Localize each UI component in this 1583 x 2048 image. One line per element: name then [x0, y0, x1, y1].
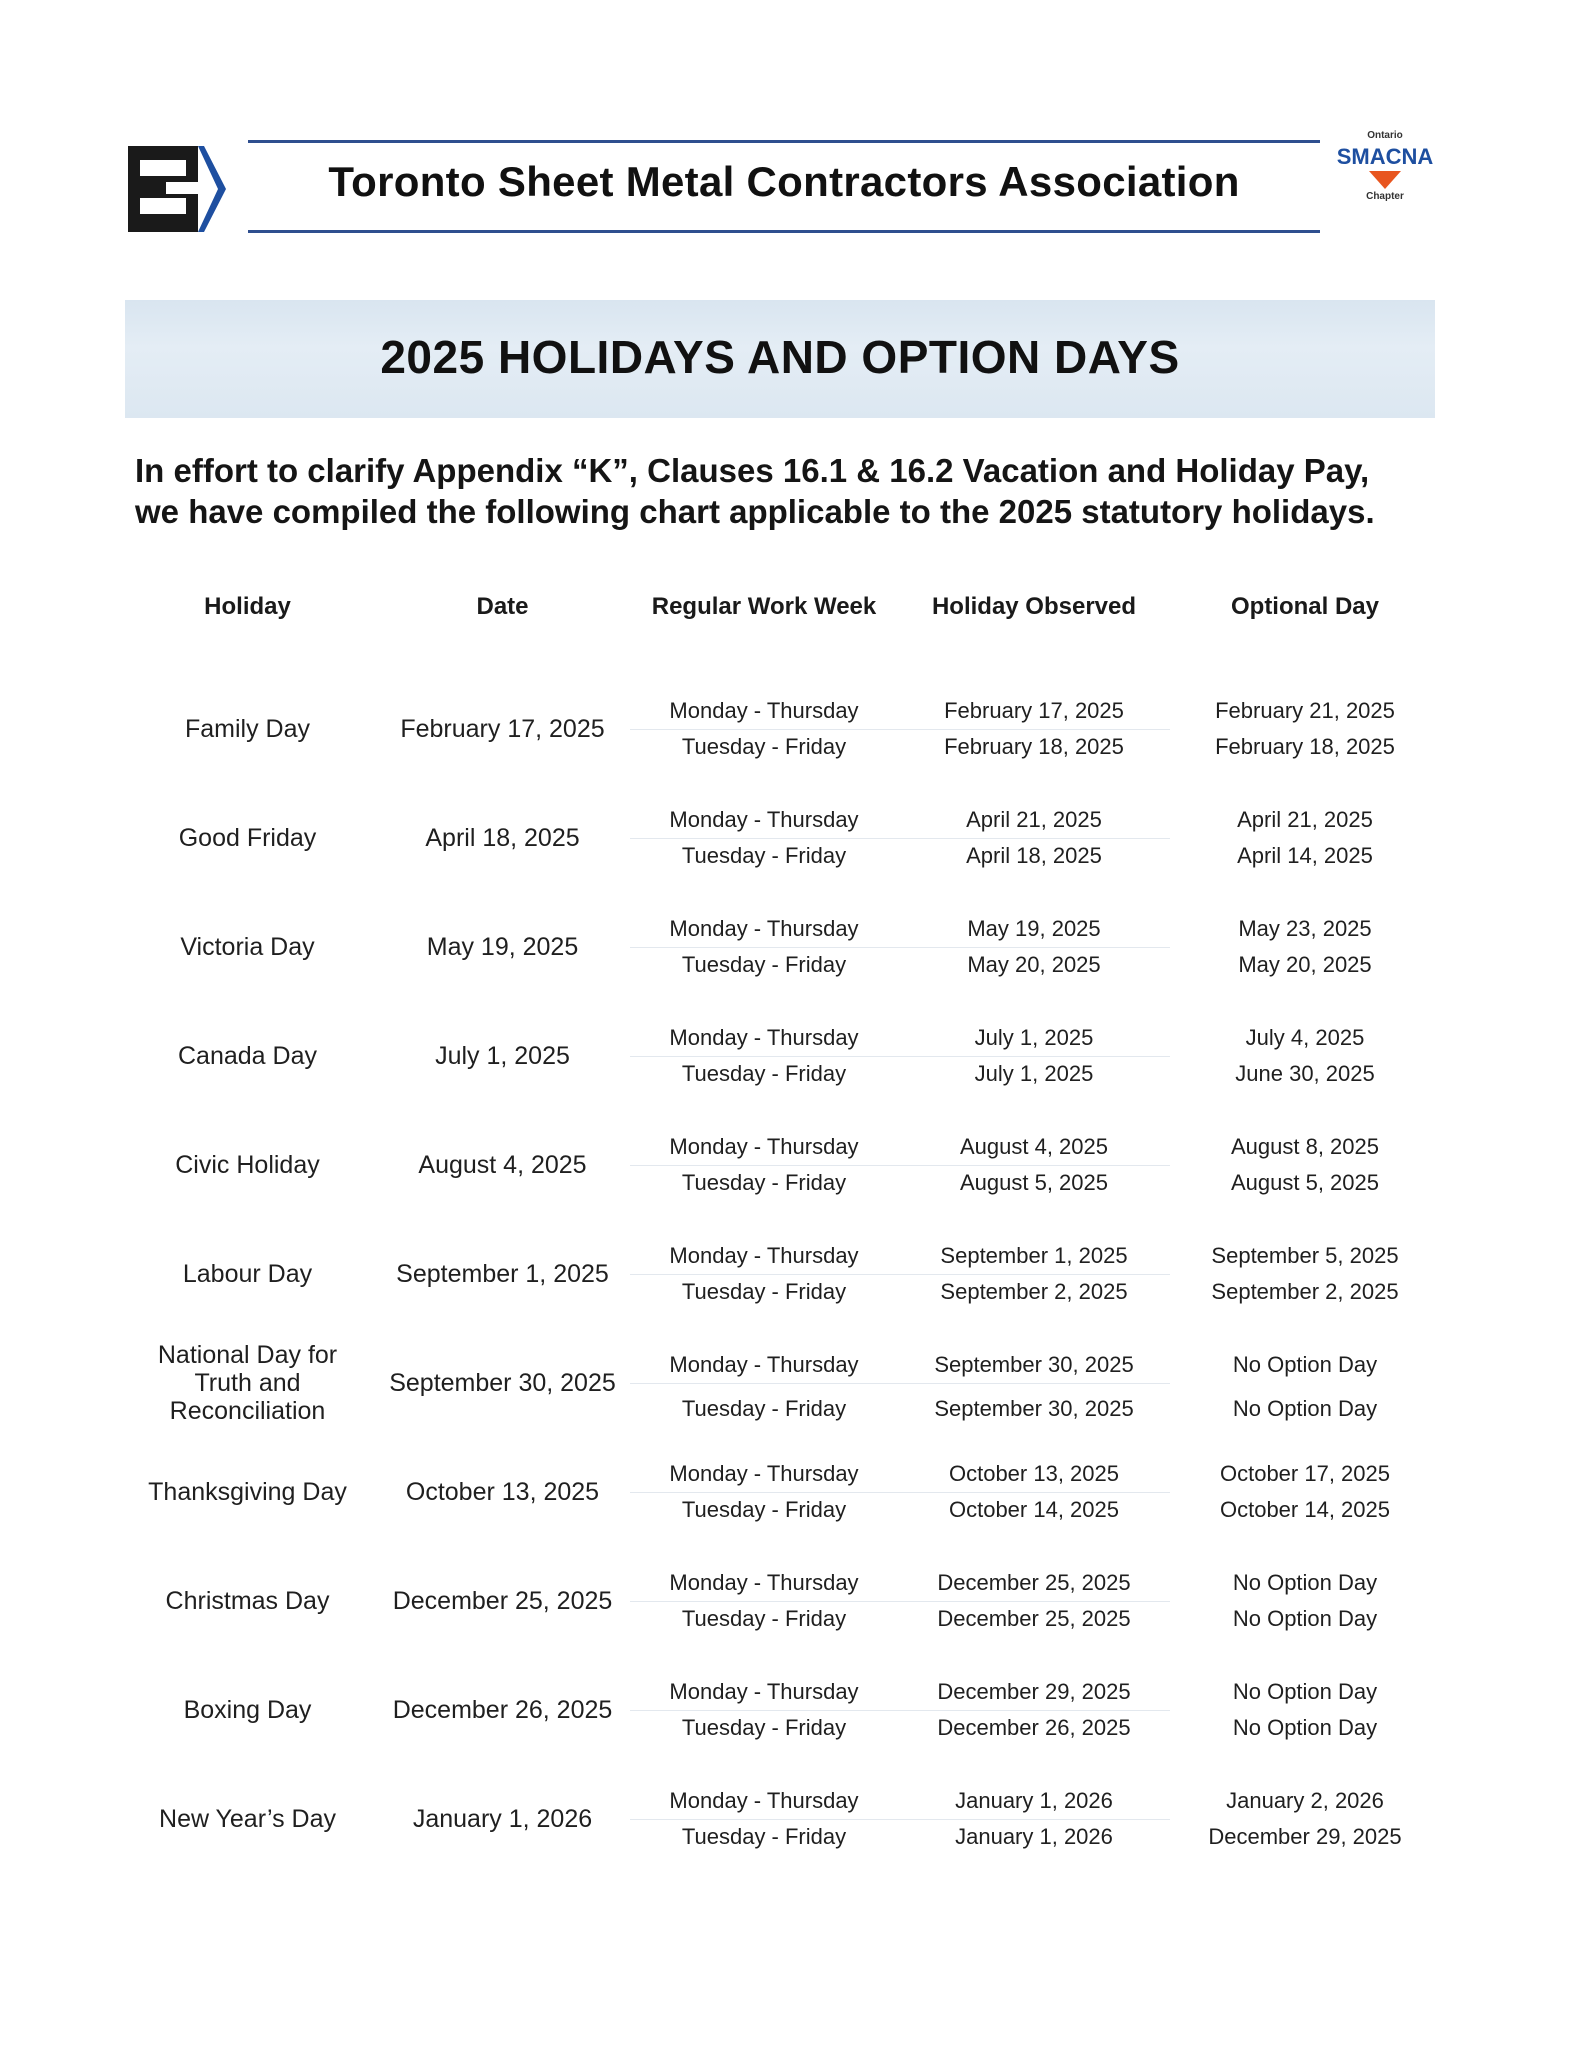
work-week-line: Monday - Thursday: [669, 1025, 859, 1050]
holiday-name-cell: [120, 1474, 375, 1510]
optional-day-cell: [1170, 1456, 1440, 1528]
table-row: [120, 1765, 1450, 1873]
holiday-name-cell: [120, 929, 375, 965]
optional-day-cell: [1170, 1020, 1440, 1092]
table-header-row: [120, 575, 1450, 635]
row-subdivider: [630, 1710, 1170, 1711]
work-week-cell: [630, 1347, 898, 1427]
holiday-name-line: New Year’s Day: [159, 1805, 336, 1833]
holiday-observed-line: September 30, 2025: [934, 1396, 1134, 1421]
optional-day-line: July 4, 2025: [1245, 1025, 1365, 1050]
row-subdivider: [630, 1056, 1170, 1057]
holiday-name-cell: [120, 820, 375, 856]
holiday-observed-line: September 2, 2025: [940, 1279, 1128, 1304]
intro-line-1: In effort to clarify Appendix “K”, Clauses 16.1 & 16.2 Vacation and Holiday Pay,: [135, 452, 1370, 489]
optional-day-line: January 2, 2026: [1226, 1788, 1384, 1813]
holiday-name-cell: [120, 1583, 375, 1619]
optional-day-line: August 5, 2025: [1230, 1170, 1379, 1195]
work-week-line: Monday - Thursday: [669, 916, 859, 941]
holiday-name-line: Boxing Day: [183, 1696, 312, 1724]
optional-day-line: May 23, 2025: [1238, 916, 1372, 941]
row-subdivider: [630, 1165, 1170, 1166]
holiday-name-line: Christmas Day: [165, 1587, 330, 1615]
document-header: [120, 130, 1440, 240]
holiday-observed-line: July 1, 2025: [974, 1061, 1094, 1086]
holiday-date-cell: May 19, 2025: [426, 933, 579, 961]
optional-day-cell: [1170, 802, 1440, 874]
holiday-observed-line: October 13, 2025: [948, 1461, 1119, 1486]
smacna-logo-top-text: Ontario: [1367, 130, 1403, 141]
optional-day-line: No Option Day: [1232, 1570, 1378, 1595]
optional-day-cell: [1170, 1565, 1440, 1637]
holiday-name-line: Thanksgiving Day: [148, 1478, 347, 1506]
holiday-name-line: Truth and: [194, 1369, 301, 1397]
optional-day-cell: [1170, 1238, 1440, 1310]
work-week-line: Tuesday - Friday: [681, 1061, 847, 1086]
work-week-line: Tuesday - Friday: [681, 734, 847, 759]
holiday-observed-line: July 1, 2025: [974, 1025, 1094, 1050]
holiday-observed-line: April 21, 2025: [966, 807, 1102, 832]
holiday-observed-line: September 30, 2025: [934, 1352, 1134, 1377]
optional-day-line: No Option Day: [1232, 1352, 1378, 1377]
holiday-date-cell: September 1, 2025: [396, 1260, 609, 1288]
holiday-date-cell: December 25, 2025: [392, 1587, 613, 1615]
holiday-date-cell: December 26, 2025: [392, 1696, 613, 1724]
holiday-observed-line: October 14, 2025: [948, 1497, 1119, 1522]
holiday-name-cell: [120, 1341, 375, 1425]
work-week-line: Monday - Thursday: [669, 1243, 859, 1268]
holiday-observed-line: February 17, 2025: [944, 698, 1124, 723]
holiday-date-cell: October 13, 2025: [405, 1478, 600, 1506]
work-week-line: Tuesday - Friday: [681, 843, 847, 868]
work-week-line: Monday - Thursday: [669, 698, 859, 723]
holiday-observed-line: May 20, 2025: [967, 952, 1101, 977]
holiday-name-line: Good Friday: [178, 824, 317, 852]
work-week-line: Tuesday - Friday: [681, 1396, 847, 1421]
work-week-line: Monday - Thursday: [669, 1352, 859, 1377]
row-subdivider: [630, 1383, 1170, 1384]
work-week-line: Tuesday - Friday: [681, 1279, 847, 1304]
row-subdivider: [630, 1274, 1170, 1275]
holiday-observed-line: April 18, 2025: [966, 843, 1102, 868]
optional-day-line: February 21, 2025: [1215, 698, 1395, 723]
holiday-date-cell: August 4, 2025: [418, 1151, 587, 1179]
optional-day-line: October 17, 2025: [1219, 1461, 1390, 1486]
optional-day-cell: [1170, 1347, 1440, 1427]
holiday-observed-cell: [898, 1347, 1170, 1427]
holiday-name-cell: [120, 1038, 375, 1074]
column-header-regular-work-week: Regular Work Week: [651, 593, 877, 620]
optional-day-line: February 18, 2025: [1215, 734, 1395, 759]
optional-day-line: September 2, 2025: [1211, 1279, 1399, 1304]
work-week-line: Tuesday - Friday: [681, 1715, 847, 1740]
holiday-observed-line: December 29, 2025: [937, 1679, 1131, 1704]
holiday-observed-line: September 1, 2025: [940, 1243, 1128, 1268]
holiday-observed-line: May 19, 2025: [967, 916, 1101, 941]
holiday-observed-line: December 25, 2025: [937, 1570, 1131, 1595]
row-subdivider: [630, 1819, 1170, 1820]
optional-day-cell: [1170, 1783, 1440, 1855]
column-header-date: Date: [476, 593, 529, 620]
optional-day-cell: [1170, 1674, 1440, 1746]
table-row: [120, 1438, 1450, 1546]
work-week-line: Monday - Thursday: [669, 1788, 859, 1813]
header-rule-top: [248, 140, 1320, 143]
optional-day-cell: [1170, 693, 1440, 765]
optional-day-line: No Option Day: [1232, 1606, 1378, 1631]
optional-day-line: December 29, 2025: [1208, 1824, 1402, 1849]
optional-day-line: No Option Day: [1232, 1715, 1378, 1740]
optional-day-line: May 20, 2025: [1238, 952, 1372, 977]
row-subdivider: [630, 1492, 1170, 1493]
row-subdivider: [630, 729, 1170, 730]
work-week-line: Tuesday - Friday: [681, 1824, 847, 1849]
intro-line-2: we have compiled the following chart applicable to the 2025 statutory holidays.: [135, 493, 1375, 530]
holiday-name-line: Victoria Day: [180, 933, 315, 961]
holiday-name-cell: [120, 1147, 375, 1183]
work-week-line: Tuesday - Friday: [681, 1606, 847, 1631]
optional-day-cell: [1170, 911, 1440, 983]
holiday-name-line: Labour Day: [182, 1260, 313, 1288]
holiday-name-cell: [120, 1256, 375, 1292]
work-week-line: Monday - Thursday: [669, 1679, 859, 1704]
holiday-observed-line: August 4, 2025: [959, 1134, 1108, 1159]
column-header-holiday: Holiday: [204, 593, 291, 620]
holiday-name-cell: [120, 711, 375, 747]
work-week-line: Tuesday - Friday: [681, 1497, 847, 1522]
smacna-logo-brand: SMACNA: [1336, 144, 1434, 169]
association-logo-icon: [126, 142, 236, 236]
holiday-date-cell: July 1, 2025: [435, 1042, 570, 1070]
smacna-logo: [1330, 130, 1440, 240]
holiday-observed-line: January 1, 2026: [955, 1788, 1113, 1813]
holiday-observed-line: August 5, 2025: [959, 1170, 1108, 1195]
holiday-name-line: Reconciliation: [169, 1397, 326, 1425]
optional-day-line: September 5, 2025: [1211, 1243, 1399, 1268]
work-week-line: Monday - Thursday: [669, 1570, 859, 1595]
smacna-triangle-icon: [1365, 169, 1405, 191]
holiday-name-line: Civic Holiday: [175, 1151, 320, 1179]
optional-day-line: April 21, 2025: [1237, 807, 1373, 832]
table-row: [120, 1002, 1450, 1110]
table-row: [120, 893, 1450, 1001]
table-row: [120, 1329, 1450, 1437]
table-row: [120, 1111, 1450, 1219]
row-subdivider: [630, 838, 1170, 839]
work-week-line: Tuesday - Friday: [681, 1170, 847, 1195]
optional-day-line: No Option Day: [1232, 1396, 1378, 1421]
optional-day-line: August 8, 2025: [1230, 1134, 1379, 1159]
column-header-optional-day: Optional Day: [1230, 593, 1380, 620]
table-row: [120, 1220, 1450, 1328]
optional-day-line: June 30, 2025: [1235, 1061, 1375, 1086]
optional-day-cell: [1170, 1129, 1440, 1201]
optional-day-line: No Option Day: [1232, 1679, 1378, 1704]
title-banner: [125, 300, 1435, 418]
table-row: [120, 1547, 1450, 1655]
column-header-holiday-observed: Holiday Observed: [931, 593, 1137, 620]
work-week-line: Monday - Thursday: [669, 1461, 859, 1486]
row-subdivider: [630, 1601, 1170, 1602]
work-week-line: Monday - Thursday: [669, 807, 859, 832]
holiday-observed-line: February 18, 2025: [944, 734, 1124, 759]
header-title: Toronto Sheet Metal Contractors Association: [328, 158, 1240, 205]
optional-day-line: October 14, 2025: [1219, 1497, 1390, 1522]
holiday-name-line: Family Day: [184, 715, 310, 743]
optional-day-line: April 14, 2025: [1237, 843, 1373, 868]
row-subdivider: [630, 947, 1170, 948]
page-title: 2025 HOLIDAYS AND OPTION DAYS: [380, 331, 1180, 383]
work-week-line: Monday - Thursday: [669, 1134, 859, 1159]
table-row: [120, 1656, 1450, 1764]
holiday-name-cell: [120, 1801, 375, 1837]
holiday-observed-line: December 25, 2025: [937, 1606, 1131, 1631]
table-row: [120, 784, 1450, 892]
table-row: [120, 675, 1450, 783]
holiday-date-cell: January 1, 2026: [412, 1805, 593, 1833]
holiday-name-line: National Day for: [157, 1341, 338, 1369]
holiday-date-cell: April 18, 2025: [425, 824, 580, 852]
header-rule-bottom: [248, 230, 1320, 233]
holiday-name-cell: [120, 1692, 375, 1728]
work-week-line: Tuesday - Friday: [681, 952, 847, 977]
holiday-date-cell: September 30, 2025: [389, 1369, 616, 1397]
holiday-name-line: Canada Day: [178, 1042, 317, 1070]
smacna-logo-bottom-text: Chapter: [1366, 191, 1404, 202]
intro-paragraph: [135, 450, 1455, 532]
holiday-observed-line: December 26, 2025: [937, 1715, 1131, 1740]
holiday-observed-line: January 1, 2026: [955, 1824, 1113, 1849]
holiday-date-cell: February 17, 2025: [400, 715, 605, 743]
